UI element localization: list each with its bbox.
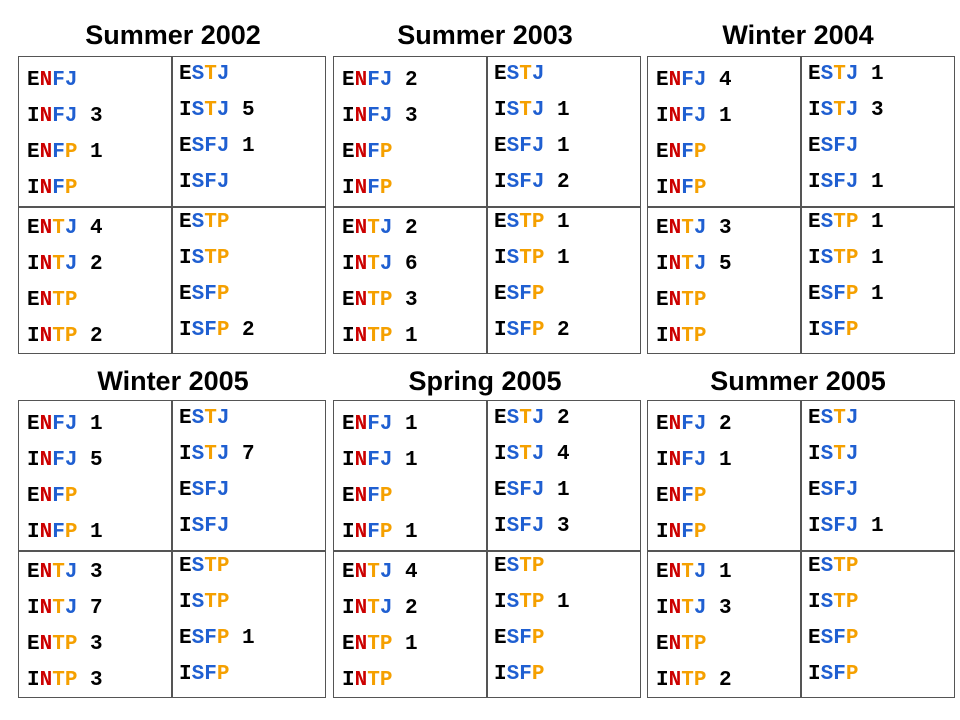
type-row — [656, 443, 806, 479]
type-code: ENFP — [656, 141, 707, 164]
type-code: ENTP — [656, 633, 707, 656]
type-count: 3 — [405, 105, 418, 128]
type-row — [494, 401, 644, 437]
type-code: ISFP — [808, 663, 859, 686]
type-code: INTP — [27, 669, 78, 692]
type-code: ENFJ — [27, 69, 78, 92]
quadrant-nt — [656, 555, 806, 703]
type-count: 7 — [242, 443, 255, 466]
type-row — [27, 99, 177, 135]
type-code: INTP — [656, 669, 707, 692]
type-row — [179, 657, 329, 693]
type-code: ESFP — [808, 283, 859, 306]
type-row — [27, 407, 177, 443]
panel-title: Spring 2005 — [408, 366, 562, 396]
type-count: 6 — [405, 253, 418, 276]
type-count: 5 — [90, 449, 103, 472]
type-grid — [647, 400, 955, 698]
type-row — [27, 627, 177, 663]
type-grid — [18, 56, 326, 354]
quadrant-nf — [656, 63, 806, 211]
type-code: ESFJ — [494, 135, 545, 158]
type-code: INTJ — [656, 597, 707, 620]
type-count: 1 — [405, 521, 418, 544]
type-count: 2 — [405, 597, 418, 620]
type-row — [494, 585, 644, 621]
panel-title: Winter 2004 — [722, 20, 874, 50]
type-count: 2 — [719, 413, 732, 436]
type-code: ESTP — [494, 555, 545, 578]
type-row — [179, 57, 329, 93]
type-code: ENFP — [656, 485, 707, 508]
type-code: ENFP — [342, 485, 393, 508]
type-row — [179, 277, 329, 313]
quadrant-nt — [342, 555, 492, 703]
type-row — [808, 585, 958, 621]
type-code: ESFP — [808, 627, 859, 650]
type-row — [656, 663, 806, 699]
type-row — [27, 247, 177, 283]
type-code: INTJ — [342, 597, 393, 620]
type-count: 5 — [719, 253, 732, 276]
type-count: 7 — [90, 597, 103, 620]
type-code: ENTJ — [27, 217, 78, 240]
type-code: INTJ — [656, 253, 707, 276]
type-count: 2 — [557, 319, 570, 342]
type-code: ENFJ — [656, 413, 707, 436]
type-grid — [647, 56, 955, 354]
type-row — [342, 63, 492, 99]
type-code: ENTJ — [342, 561, 393, 584]
type-count: 1 — [405, 633, 418, 656]
type-row — [494, 621, 644, 657]
type-code: ENFJ — [27, 413, 78, 436]
type-code: ISTJ — [179, 99, 230, 122]
type-code: INFP — [27, 177, 78, 200]
type-code: ESTJ — [494, 63, 545, 86]
type-row — [494, 313, 644, 349]
type-code: ENTJ — [656, 217, 707, 240]
type-row — [27, 479, 177, 515]
type-count: 1 — [90, 521, 103, 544]
type-count: 1 — [90, 413, 103, 436]
type-count: 2 — [405, 217, 418, 240]
type-code: ESFJ — [808, 479, 859, 502]
type-row — [808, 549, 958, 585]
type-count: 1 — [557, 135, 570, 158]
type-row — [342, 211, 492, 247]
type-row — [342, 515, 492, 551]
type-count: 1 — [557, 479, 570, 502]
type-code: INFP — [342, 521, 393, 544]
type-row — [656, 555, 806, 591]
type-row — [494, 473, 644, 509]
type-count: 2 — [557, 407, 570, 430]
type-row — [656, 627, 806, 663]
type-code: ESFP — [494, 627, 545, 650]
type-code: ISFJ — [494, 515, 545, 538]
type-row — [342, 283, 492, 319]
type-count: 1 — [90, 141, 103, 164]
type-row — [27, 515, 177, 551]
type-count: 1 — [871, 63, 884, 86]
quadrant-sj — [808, 57, 958, 205]
type-count: 1 — [719, 449, 732, 472]
quadrant-nt — [27, 555, 177, 703]
type-count: 3 — [719, 597, 732, 620]
type-count: 3 — [557, 515, 570, 538]
quadrant-sp — [808, 205, 958, 353]
type-code: ISTJ — [808, 99, 859, 122]
type-code: ISTP — [808, 591, 859, 614]
type-row — [179, 585, 329, 621]
type-row — [494, 205, 644, 241]
type-grid — [333, 400, 641, 698]
type-row — [808, 165, 958, 201]
panel-title: Summer 2003 — [397, 20, 573, 50]
type-count: 2 — [405, 69, 418, 92]
type-code: ESTP — [179, 211, 230, 234]
type-code: ISTP — [179, 591, 230, 614]
quadrant-sp — [179, 549, 329, 697]
type-row — [494, 437, 644, 473]
panel-title: Summer 2002 — [85, 20, 261, 50]
quadrant-nf — [27, 63, 177, 211]
type-row — [808, 401, 958, 437]
type-row — [808, 657, 958, 693]
quadrant-sj — [808, 401, 958, 549]
type-row — [27, 211, 177, 247]
type-count: 2 — [242, 319, 255, 342]
type-row — [179, 241, 329, 277]
type-row — [342, 135, 492, 171]
type-row — [808, 313, 958, 349]
type-code: ENFP — [27, 141, 78, 164]
type-code: ESTJ — [179, 63, 230, 86]
type-count: 1 — [871, 515, 884, 538]
type-row — [342, 663, 492, 699]
type-code: INFJ — [27, 449, 78, 472]
type-row — [342, 591, 492, 627]
type-code: ISFP — [179, 663, 230, 686]
type-code: ESFJ — [179, 135, 230, 158]
type-row — [494, 129, 644, 165]
type-count: 1 — [557, 591, 570, 614]
type-count: 3 — [719, 217, 732, 240]
panel-title: Winter 2005 — [97, 366, 249, 396]
type-row — [656, 283, 806, 319]
type-row — [808, 473, 958, 509]
type-row — [179, 549, 329, 585]
type-row — [656, 407, 806, 443]
type-count: 1 — [405, 413, 418, 436]
type-code: ESTP — [808, 211, 859, 234]
type-code: ESFJ — [179, 479, 230, 502]
quadrant-sp — [494, 205, 644, 353]
quadrant-nt — [27, 211, 177, 359]
type-code: ISFJ — [179, 515, 230, 538]
type-count: 3 — [871, 99, 884, 122]
type-code: INFP — [656, 521, 707, 544]
type-code: INTJ — [27, 253, 78, 276]
type-count: 3 — [90, 561, 103, 584]
type-code: ISFP — [494, 319, 545, 342]
type-code: INFJ — [656, 105, 707, 128]
type-row — [494, 277, 644, 313]
type-code: ENTP — [27, 633, 78, 656]
type-row — [808, 205, 958, 241]
type-count: 2 — [90, 253, 103, 276]
type-count: 3 — [90, 105, 103, 128]
type-code: ESFP — [494, 283, 545, 306]
type-code: INTJ — [342, 253, 393, 276]
type-row — [179, 473, 329, 509]
type-row — [342, 407, 492, 443]
type-row — [808, 129, 958, 165]
type-code: ESFP — [179, 283, 230, 306]
type-code: ESTP — [179, 555, 230, 578]
type-code: ENFJ — [342, 413, 393, 436]
type-code: INTP — [27, 325, 78, 348]
quadrant-nf — [342, 407, 492, 555]
type-row — [808, 93, 958, 129]
type-code: INFP — [656, 177, 707, 200]
type-count: 3 — [90, 669, 103, 692]
type-row — [656, 135, 806, 171]
type-row — [27, 443, 177, 479]
quadrant-sj — [494, 401, 644, 549]
quadrant-nf — [342, 63, 492, 211]
type-count: 4 — [405, 561, 418, 584]
type-code: ISTP — [494, 247, 545, 270]
type-row — [27, 319, 177, 355]
type-code: INFJ — [342, 105, 393, 128]
quadrant-sj — [179, 57, 329, 205]
type-code: ENFP — [27, 485, 78, 508]
type-row — [179, 509, 329, 545]
quadrant-nt — [656, 211, 806, 359]
type-row — [808, 509, 958, 545]
type-row — [27, 171, 177, 207]
type-count: 1 — [242, 135, 255, 158]
type-count: 4 — [719, 69, 732, 92]
type-row — [808, 621, 958, 657]
type-code: ISFP — [179, 319, 230, 342]
type-row — [27, 663, 177, 699]
type-code: ENTP — [27, 289, 78, 312]
type-row — [808, 57, 958, 93]
type-count: 1 — [557, 247, 570, 270]
type-code: ESTJ — [808, 407, 859, 430]
type-code: ISTJ — [808, 443, 859, 466]
type-row — [494, 165, 644, 201]
type-code: ENTJ — [27, 561, 78, 584]
type-count: 1 — [719, 105, 732, 128]
type-row — [342, 555, 492, 591]
type-count: 2 — [557, 171, 570, 194]
type-count: 1 — [719, 561, 732, 584]
type-count: 5 — [242, 99, 255, 122]
type-code: ISFP — [808, 319, 859, 342]
quadrant-sj — [179, 401, 329, 549]
type-row — [27, 63, 177, 99]
quadrant-nf — [656, 407, 806, 555]
type-row — [656, 211, 806, 247]
type-code: ISTJ — [494, 443, 545, 466]
type-code: INTP — [342, 325, 393, 348]
type-count: 1 — [871, 211, 884, 234]
type-row — [342, 99, 492, 135]
quadrant-sp — [808, 549, 958, 697]
type-count: 2 — [719, 669, 732, 692]
type-row — [342, 247, 492, 283]
type-count: 1 — [242, 627, 255, 650]
type-row — [27, 591, 177, 627]
type-row — [27, 283, 177, 319]
quadrant-sp — [179, 205, 329, 353]
quadrant-sp — [494, 549, 644, 697]
type-row — [342, 479, 492, 515]
quadrant-nf — [27, 407, 177, 555]
type-count: 1 — [405, 449, 418, 472]
type-count: 1 — [557, 99, 570, 122]
type-grid — [333, 56, 641, 354]
type-code: ISFJ — [179, 171, 230, 194]
type-code: INTP — [656, 325, 707, 348]
type-code: INFP — [342, 177, 393, 200]
type-row — [179, 129, 329, 165]
type-code: INTJ — [27, 597, 78, 620]
type-code: ISFJ — [494, 171, 545, 194]
quadrant-sj — [494, 57, 644, 205]
type-row — [179, 205, 329, 241]
type-code: ESFJ — [808, 135, 859, 158]
type-code: ISTJ — [179, 443, 230, 466]
type-row — [808, 437, 958, 473]
type-row — [494, 549, 644, 585]
type-count: 4 — [557, 443, 570, 466]
type-row — [656, 479, 806, 515]
type-row — [656, 515, 806, 551]
type-code: ESTJ — [494, 407, 545, 430]
type-code: ENFJ — [656, 69, 707, 92]
type-code: ENFJ — [342, 69, 393, 92]
type-row — [808, 277, 958, 313]
type-code: ESFJ — [494, 479, 545, 502]
type-code: ISFP — [494, 663, 545, 686]
type-count: 1 — [871, 247, 884, 270]
type-code: ENTP — [656, 289, 707, 312]
type-code: INFJ — [27, 105, 78, 128]
type-code: ENTP — [342, 289, 393, 312]
type-code: ENTJ — [656, 561, 707, 584]
type-code: ESTP — [494, 211, 545, 234]
type-grid — [18, 400, 326, 698]
type-code: ESTP — [808, 555, 859, 578]
type-row — [656, 99, 806, 135]
type-row — [656, 319, 806, 355]
type-row — [179, 313, 329, 349]
type-code: INTP — [342, 669, 393, 692]
type-code: ISTP — [808, 247, 859, 270]
type-row — [656, 591, 806, 627]
type-code: ESTJ — [179, 407, 230, 430]
quadrant-nt — [342, 211, 492, 359]
type-code: INFJ — [656, 449, 707, 472]
type-row — [179, 165, 329, 201]
type-row — [494, 509, 644, 545]
type-row — [656, 171, 806, 207]
type-row — [27, 135, 177, 171]
type-code: ENTP — [342, 633, 393, 656]
type-row — [27, 555, 177, 591]
type-row — [179, 437, 329, 473]
type-code: ISTP — [494, 591, 545, 614]
type-count: 1 — [405, 325, 418, 348]
type-code: ISTP — [179, 247, 230, 270]
type-count: 1 — [557, 211, 570, 234]
type-code: ISFJ — [808, 515, 859, 538]
type-count: 2 — [90, 325, 103, 348]
type-row — [494, 57, 644, 93]
type-row — [494, 657, 644, 693]
type-row — [494, 241, 644, 277]
type-row — [179, 401, 329, 437]
type-count: 1 — [871, 283, 884, 306]
type-code: INFP — [27, 521, 78, 544]
type-row — [342, 171, 492, 207]
type-row — [342, 319, 492, 355]
type-code: ENTJ — [342, 217, 393, 240]
type-code: ESTJ — [808, 63, 859, 86]
type-count: 3 — [405, 289, 418, 312]
type-code: ESFP — [179, 627, 230, 650]
type-row — [342, 443, 492, 479]
type-code: ENFP — [342, 141, 393, 164]
type-count: 4 — [90, 217, 103, 240]
type-count: 1 — [871, 171, 884, 194]
type-row — [656, 63, 806, 99]
panel-title: Summer 2005 — [710, 366, 886, 396]
type-row — [179, 621, 329, 657]
type-row — [494, 93, 644, 129]
type-code: ISFJ — [808, 171, 859, 194]
type-count: 3 — [90, 633, 103, 656]
type-code: ISTJ — [494, 99, 545, 122]
type-row — [179, 93, 329, 129]
type-row — [342, 627, 492, 663]
type-row — [808, 241, 958, 277]
type-code: INFJ — [342, 449, 393, 472]
type-row — [656, 247, 806, 283]
